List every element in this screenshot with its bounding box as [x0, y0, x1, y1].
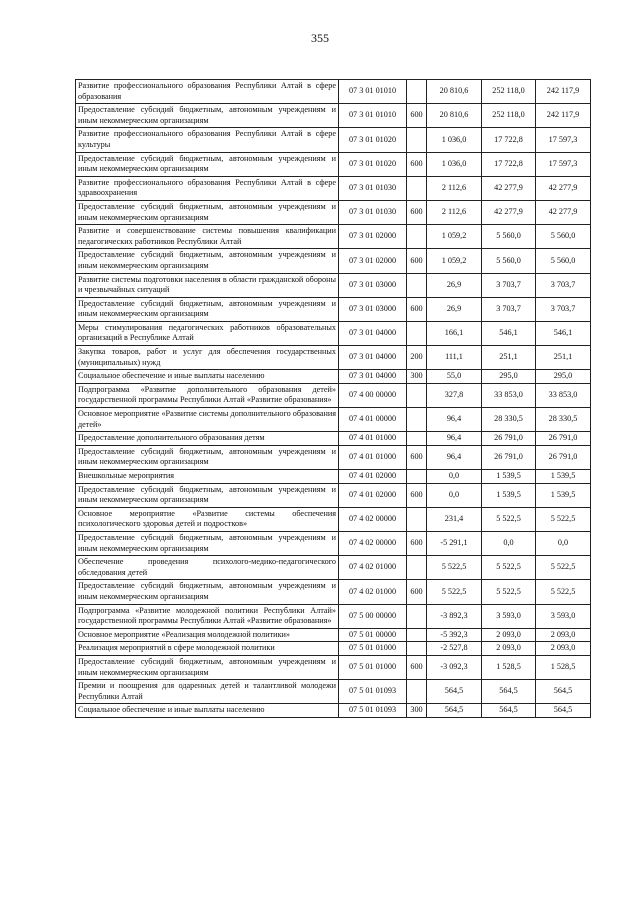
row-expense-type — [407, 507, 427, 531]
table-row — [76, 273, 591, 297]
row-value-1: 231,4 — [427, 507, 482, 531]
row-value-2: 5 522,5 — [482, 580, 536, 604]
row-value-1: 55,0 — [427, 370, 482, 384]
row-name: Подпрограмма «Развитие дополнительного образования детей» государственной программы Республики Алтай «Развитие образования» — [76, 383, 339, 407]
row-value-3: 42 277,9 — [536, 176, 591, 200]
row-value-3: 1 528,5 — [536, 655, 591, 679]
row-code: 07 3 01 04000 — [339, 321, 407, 345]
row-value-1: 564,5 — [427, 680, 482, 704]
budget-table — [75, 79, 591, 718]
row-code: 07 3 01 04000 — [339, 346, 407, 370]
table-row — [76, 249, 591, 273]
table-row — [76, 383, 591, 407]
row-value-3: 0,0 — [536, 531, 591, 555]
row-code: 07 4 01 02000 — [339, 470, 407, 484]
row-value-3: 3 593,0 — [536, 604, 591, 628]
row-value-2: 1 528,5 — [482, 655, 536, 679]
row-expense-type — [407, 225, 427, 249]
row-value-2: 1 539,5 — [482, 483, 536, 507]
row-name: Социальное обеспечение и иные выплаты населению — [76, 704, 339, 718]
row-name: Предоставление субсидий бюджетным, автономным учреждениям и иным некоммерческим организациям — [76, 297, 339, 321]
row-value-1: 5 522,5 — [427, 580, 482, 604]
row-expense-type — [407, 273, 427, 297]
row-expense-type — [407, 176, 427, 200]
table-row — [76, 297, 591, 321]
row-code: 07 4 02 01000 — [339, 580, 407, 604]
row-value-2: 2 093,0 — [482, 642, 536, 656]
row-expense-type: 600 — [407, 531, 427, 555]
row-value-3: 251,1 — [536, 346, 591, 370]
row-code: 07 3 01 01030 — [339, 200, 407, 224]
row-value-2: 17 722,8 — [482, 152, 536, 176]
row-expense-type — [407, 642, 427, 656]
row-name: Закупка товаров, работ и услуг для обеспечения государственных (муниципальных) нужд — [76, 346, 339, 370]
budget-table-body — [76, 80, 591, 718]
row-value-3: 1 539,5 — [536, 470, 591, 484]
row-name: Социальное обеспечение и иные выплаты населению — [76, 370, 339, 384]
row-value-2: 26 791,0 — [482, 445, 536, 469]
row-value-1: 111,1 — [427, 346, 482, 370]
row-name: Основное мероприятие «Реализация молодежной политики» — [76, 628, 339, 642]
row-expense-type: 600 — [407, 200, 427, 224]
row-name: Предоставление субсидий бюджетным, автономным учреждениям и иным некоммерческим организациям — [76, 580, 339, 604]
row-name: Премии и поощрения для одаренных детей и талантливой молодежи Республики Алтай — [76, 680, 339, 704]
row-expense-type: 600 — [407, 483, 427, 507]
row-value-1: 20 810,6 — [427, 80, 482, 104]
row-value-1: 96,4 — [427, 445, 482, 469]
row-expense-type — [407, 556, 427, 580]
row-expense-type — [407, 432, 427, 446]
page-number: 355 — [311, 31, 329, 45]
row-value-2: 546,1 — [482, 321, 536, 345]
row-value-3: 2 093,0 — [536, 628, 591, 642]
table-row — [76, 470, 591, 484]
row-value-3: 3 703,7 — [536, 297, 591, 321]
row-value-3: 5 522,5 — [536, 507, 591, 531]
row-value-3: 1 539,5 — [536, 483, 591, 507]
row-expense-type: 600 — [407, 104, 427, 128]
row-name: Предоставление субсидий бюджетным, автономным учреждениям и иным некоммерческим организациям — [76, 655, 339, 679]
row-value-3: 295,0 — [536, 370, 591, 384]
row-value-2: 564,5 — [482, 680, 536, 704]
row-value-3: 42 277,9 — [536, 200, 591, 224]
row-value-3: 5 522,5 — [536, 556, 591, 580]
row-name: Внешкольные мероприятия — [76, 470, 339, 484]
row-value-2: 5 522,5 — [482, 556, 536, 580]
row-value-1: -5 392,3 — [427, 628, 482, 642]
row-value-2: 252 118,0 — [482, 104, 536, 128]
row-value-3: 17 597,3 — [536, 152, 591, 176]
row-value-2: 42 277,9 — [482, 200, 536, 224]
row-name: Основное мероприятие «Развитие системы обеспечения психологического здоровья детей и подростков» — [76, 507, 339, 531]
row-code: 07 3 01 03000 — [339, 273, 407, 297]
row-code: 07 5 00 00000 — [339, 604, 407, 628]
row-code: 07 4 01 01000 — [339, 432, 407, 446]
row-expense-type: 600 — [407, 152, 427, 176]
row-name: Обеспечение проведения психолого-медико-педагогического обследования детей — [76, 556, 339, 580]
row-value-1: 0,0 — [427, 470, 482, 484]
table-row — [76, 680, 591, 704]
table-row — [76, 200, 591, 224]
row-value-1: 20 810,6 — [427, 104, 482, 128]
row-name: Развитие профессионального образования Республики Алтай в сфере культуры — [76, 128, 339, 152]
table-row — [76, 225, 591, 249]
table-row — [76, 370, 591, 384]
table-row — [76, 445, 591, 469]
row-name: Предоставление субсидий бюджетным, автономным учреждениям и иным некоммерческим организациям — [76, 249, 339, 273]
row-name: Реализация мероприятий в сфере молодежной политики — [76, 642, 339, 656]
row-value-1: 96,4 — [427, 408, 482, 432]
table-row — [76, 556, 591, 580]
row-expense-type: 300 — [407, 704, 427, 718]
row-code: 07 3 01 01010 — [339, 80, 407, 104]
row-value-1: -3 892,3 — [427, 604, 482, 628]
row-value-1: 26,9 — [427, 297, 482, 321]
row-code: 07 4 01 00000 — [339, 408, 407, 432]
table-row — [76, 176, 591, 200]
table-row — [76, 628, 591, 642]
row-code: 07 5 01 01093 — [339, 704, 407, 718]
row-code: 07 4 00 00000 — [339, 383, 407, 407]
row-code: 07 5 01 00000 — [339, 628, 407, 642]
row-value-2: 2 093,0 — [482, 628, 536, 642]
table-row — [76, 321, 591, 345]
row-expense-type: 600 — [407, 445, 427, 469]
row-code: 07 5 01 01000 — [339, 642, 407, 656]
row-value-3: 5 560,0 — [536, 225, 591, 249]
row-value-1: 327,8 — [427, 383, 482, 407]
row-name: Развитие и совершенствование системы повышения квалификации педагогических работников Республики Алтай — [76, 225, 339, 249]
table-row — [76, 408, 591, 432]
row-code: 07 5 01 01093 — [339, 680, 407, 704]
row-expense-type — [407, 470, 427, 484]
row-expense-type — [407, 628, 427, 642]
row-value-1: 2 112,6 — [427, 200, 482, 224]
row-value-3: 242 117,9 — [536, 80, 591, 104]
row-value-2: 17 722,8 — [482, 128, 536, 152]
row-name: Меры стимулирования педагогических работников образовательных организаций в Республике Алтай — [76, 321, 339, 345]
row-name: Предоставление дополнительного образования детям — [76, 432, 339, 446]
row-name: Основное мероприятие «Развитие системы дополнительного образования детей» — [76, 408, 339, 432]
row-name: Предоставление субсидий бюджетным, автономным учреждениям и иным некоммерческим организациям — [76, 104, 339, 128]
row-value-3: 5 522,5 — [536, 580, 591, 604]
row-value-3: 564,5 — [536, 680, 591, 704]
row-code: 07 3 01 02000 — [339, 249, 407, 273]
row-value-2: 5 560,0 — [482, 225, 536, 249]
row-expense-type — [407, 383, 427, 407]
table-row — [76, 507, 591, 531]
row-value-3: 5 560,0 — [536, 249, 591, 273]
row-value-1: 1 059,2 — [427, 225, 482, 249]
row-name: Развитие профессионального образования Республики Алтай в сфере образования — [76, 80, 339, 104]
row-expense-type — [407, 128, 427, 152]
row-value-1: -2 527,8 — [427, 642, 482, 656]
row-code: 07 5 01 01000 — [339, 655, 407, 679]
row-expense-type: 300 — [407, 370, 427, 384]
table-row — [76, 152, 591, 176]
row-code: 07 4 01 02000 — [339, 483, 407, 507]
row-value-2: 3 703,7 — [482, 297, 536, 321]
row-value-2: 564,5 — [482, 704, 536, 718]
row-value-2: 42 277,9 — [482, 176, 536, 200]
row-code: 07 4 01 01000 — [339, 445, 407, 469]
row-value-1: 564,5 — [427, 704, 482, 718]
table-row — [76, 104, 591, 128]
row-value-1: -5 291,1 — [427, 531, 482, 555]
row-value-2: 0,0 — [482, 531, 536, 555]
row-code: 07 3 01 01020 — [339, 152, 407, 176]
table-row — [76, 704, 591, 718]
row-expense-type: 600 — [407, 580, 427, 604]
row-value-2: 252 118,0 — [482, 80, 536, 104]
table-row — [76, 580, 591, 604]
row-value-3: 546,1 — [536, 321, 591, 345]
row-value-1: -3 092,3 — [427, 655, 482, 679]
row-code: 07 4 02 00000 — [339, 507, 407, 531]
row-value-3: 564,5 — [536, 704, 591, 718]
row-code: 07 4 02 00000 — [339, 531, 407, 555]
row-value-3: 242 117,9 — [536, 104, 591, 128]
row-expense-type: 600 — [407, 249, 427, 273]
row-value-1: 1 036,0 — [427, 152, 482, 176]
row-value-3: 33 853,0 — [536, 383, 591, 407]
row-value-2: 3 593,0 — [482, 604, 536, 628]
row-value-2: 3 703,7 — [482, 273, 536, 297]
table-row — [76, 128, 591, 152]
table-row — [76, 432, 591, 446]
row-code: 07 3 01 02000 — [339, 225, 407, 249]
row-code: 07 3 01 01010 — [339, 104, 407, 128]
row-expense-type — [407, 680, 427, 704]
row-value-2: 1 539,5 — [482, 470, 536, 484]
row-name: Предоставление субсидий бюджетным, автономным учреждениям и иным некоммерческим организациям — [76, 200, 339, 224]
row-expense-type — [407, 80, 427, 104]
row-name: Предоставление субсидий бюджетным, автономным учреждениям и иным некоммерческим организациям — [76, 152, 339, 176]
row-value-1: 166,1 — [427, 321, 482, 345]
table-row — [76, 655, 591, 679]
row-name: Предоставление субсидий бюджетным, автономным учреждениям и иным некоммерческим организациям — [76, 483, 339, 507]
row-value-2: 26 791,0 — [482, 432, 536, 446]
row-expense-type: 200 — [407, 346, 427, 370]
row-name: Предоставление субсидий бюджетным, автономным учреждениям и иным некоммерческим организациям — [76, 445, 339, 469]
table-row — [76, 531, 591, 555]
row-value-2: 5 560,0 — [482, 249, 536, 273]
row-value-3: 17 597,3 — [536, 128, 591, 152]
row-expense-type — [407, 408, 427, 432]
row-value-1: 0,0 — [427, 483, 482, 507]
row-value-3: 28 330,5 — [536, 408, 591, 432]
row-value-1: 1 036,0 — [427, 128, 482, 152]
row-value-1: 26,9 — [427, 273, 482, 297]
row-code: 07 3 01 04000 — [339, 370, 407, 384]
table-row — [76, 483, 591, 507]
table-row — [76, 346, 591, 370]
row-name: Развитие профессионального образования Республики Алтай в сфере здравоохранения — [76, 176, 339, 200]
row-value-2: 251,1 — [482, 346, 536, 370]
row-value-3: 3 703,7 — [536, 273, 591, 297]
row-value-1: 1 059,2 — [427, 249, 482, 273]
row-expense-type — [407, 321, 427, 345]
row-code: 07 3 01 03000 — [339, 297, 407, 321]
table-row — [76, 642, 591, 656]
row-value-3: 26 791,0 — [536, 432, 591, 446]
row-code: 07 4 02 01000 — [339, 556, 407, 580]
row-value-2: 5 522,5 — [482, 507, 536, 531]
row-code: 07 3 01 01030 — [339, 176, 407, 200]
row-code: 07 3 01 01020 — [339, 128, 407, 152]
row-expense-type — [407, 604, 427, 628]
table-row — [76, 604, 591, 628]
row-expense-type: 600 — [407, 297, 427, 321]
row-name: Предоставление субсидий бюджетным, автономным учреждениям и иным некоммерческим организациям — [76, 531, 339, 555]
row-value-2: 28 330,5 — [482, 408, 536, 432]
table-row — [76, 80, 591, 104]
row-name: Развитие системы подготовки населения в области гражданской обороны и чрезвычайных ситуаций — [76, 273, 339, 297]
row-expense-type: 600 — [407, 655, 427, 679]
row-value-3: 2 093,0 — [536, 642, 591, 656]
row-value-2: 295,0 — [482, 370, 536, 384]
row-value-1: 5 522,5 — [427, 556, 482, 580]
row-name: Подпрограмма «Развитие молодежной политики Республики Алтай» государственной программы Республики Алтай «Развитие образования» — [76, 604, 339, 628]
row-value-1: 96,4 — [427, 432, 482, 446]
row-value-2: 33 853,0 — [482, 383, 536, 407]
row-value-3: 26 791,0 — [536, 445, 591, 469]
row-value-1: 2 112,6 — [427, 176, 482, 200]
